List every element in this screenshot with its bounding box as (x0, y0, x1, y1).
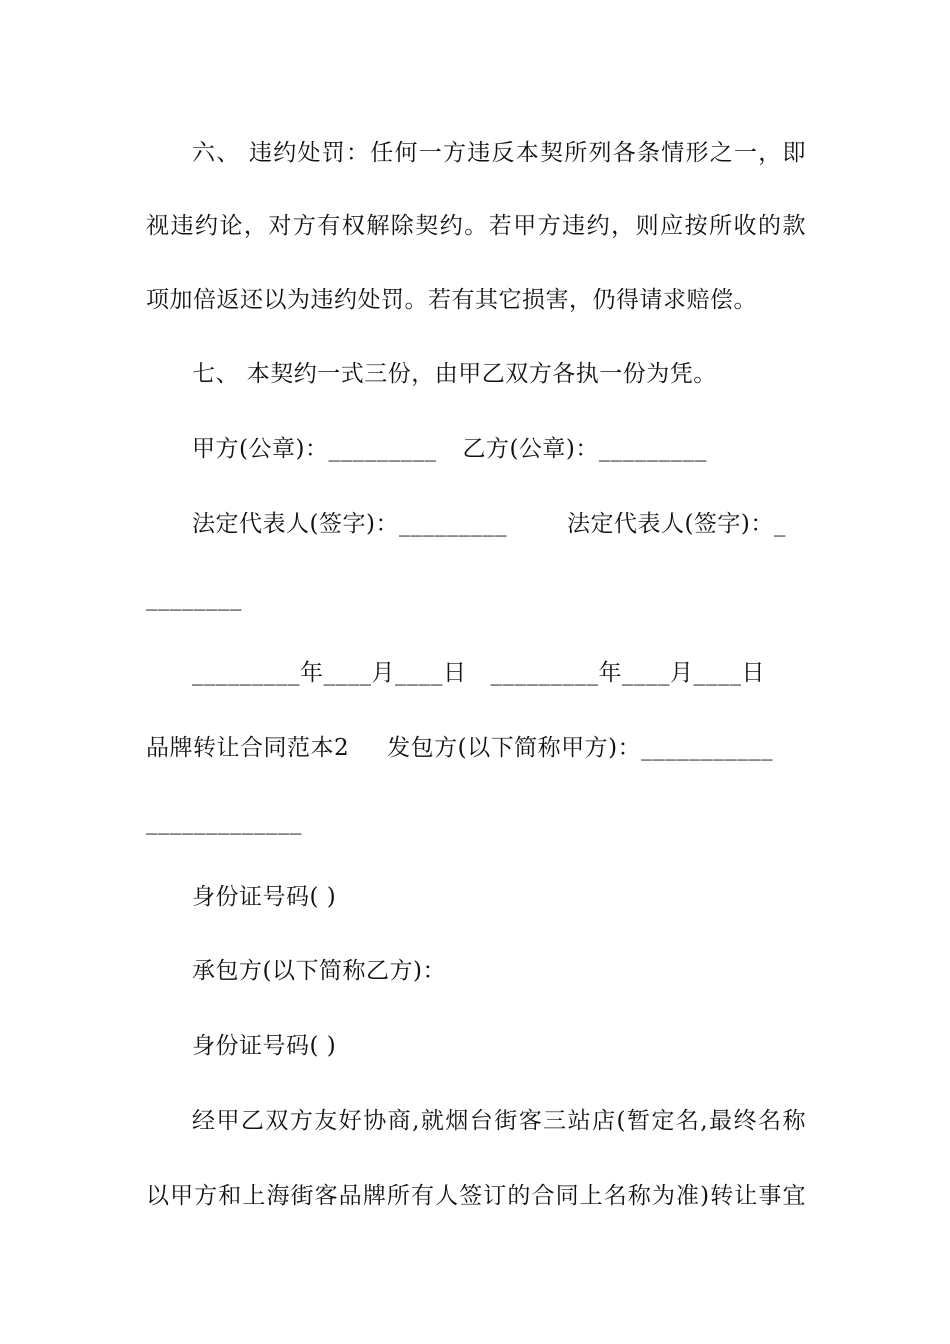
agreement-line-2: 以甲方和上海街客品牌所有人签订的合同上名称为准)转让事宜 (146, 1183, 806, 1209)
clause-6-line-3: 项加倍返还以为违约处罚。若有其它损害，仍得请求赔偿。 (146, 287, 757, 313)
party-b-seal: 乙方(公章)：_________ (462, 436, 707, 462)
party-b-date: _________年____月____日 (490, 660, 765, 686)
party-a-date: _________年____月____日 (192, 660, 467, 686)
party-a-id-number: 身份证号码( ) (192, 884, 337, 910)
contractor-party-a: 发包方(以下简称甲方)：___________ (387, 735, 774, 761)
seal-line (192, 433, 806, 465)
signature-line (192, 508, 806, 540)
clause-7: 七、 本契约一式三份，由甲乙双方各执一份为凭。 (192, 361, 717, 387)
agreement-line-1: 经甲乙双方友好协商,就烟台街客三站店(暂定名,最终名称 (192, 1108, 806, 1134)
signature-continuation: ________ (146, 585, 242, 611)
contract-2-title: 品牌转让合同范本2 (146, 735, 350, 761)
contractor-continuation: _____________ (146, 809, 302, 835)
party-b-id-number: 身份证号码( ) (192, 1033, 337, 1059)
clause-6-line-1: 六、 违约处罚：任何一方违反本契所列各条情形之一，即 (192, 140, 806, 166)
party-a-seal: 甲方(公章)：_________ (192, 436, 437, 462)
contract-2-heading-line (146, 732, 806, 764)
date-line (192, 657, 806, 689)
clause-6-line-2: 视违约论，对方有权解除契约。若甲方违约，则应按所收的款 (146, 213, 806, 239)
contractee-party-b: 承包方(以下简称乙方)： (192, 958, 446, 984)
party-a-representative: 法定代表人(签字)：_________ (192, 511, 507, 537)
party-b-representative: 法定代表人(签字)：_ (566, 511, 786, 537)
